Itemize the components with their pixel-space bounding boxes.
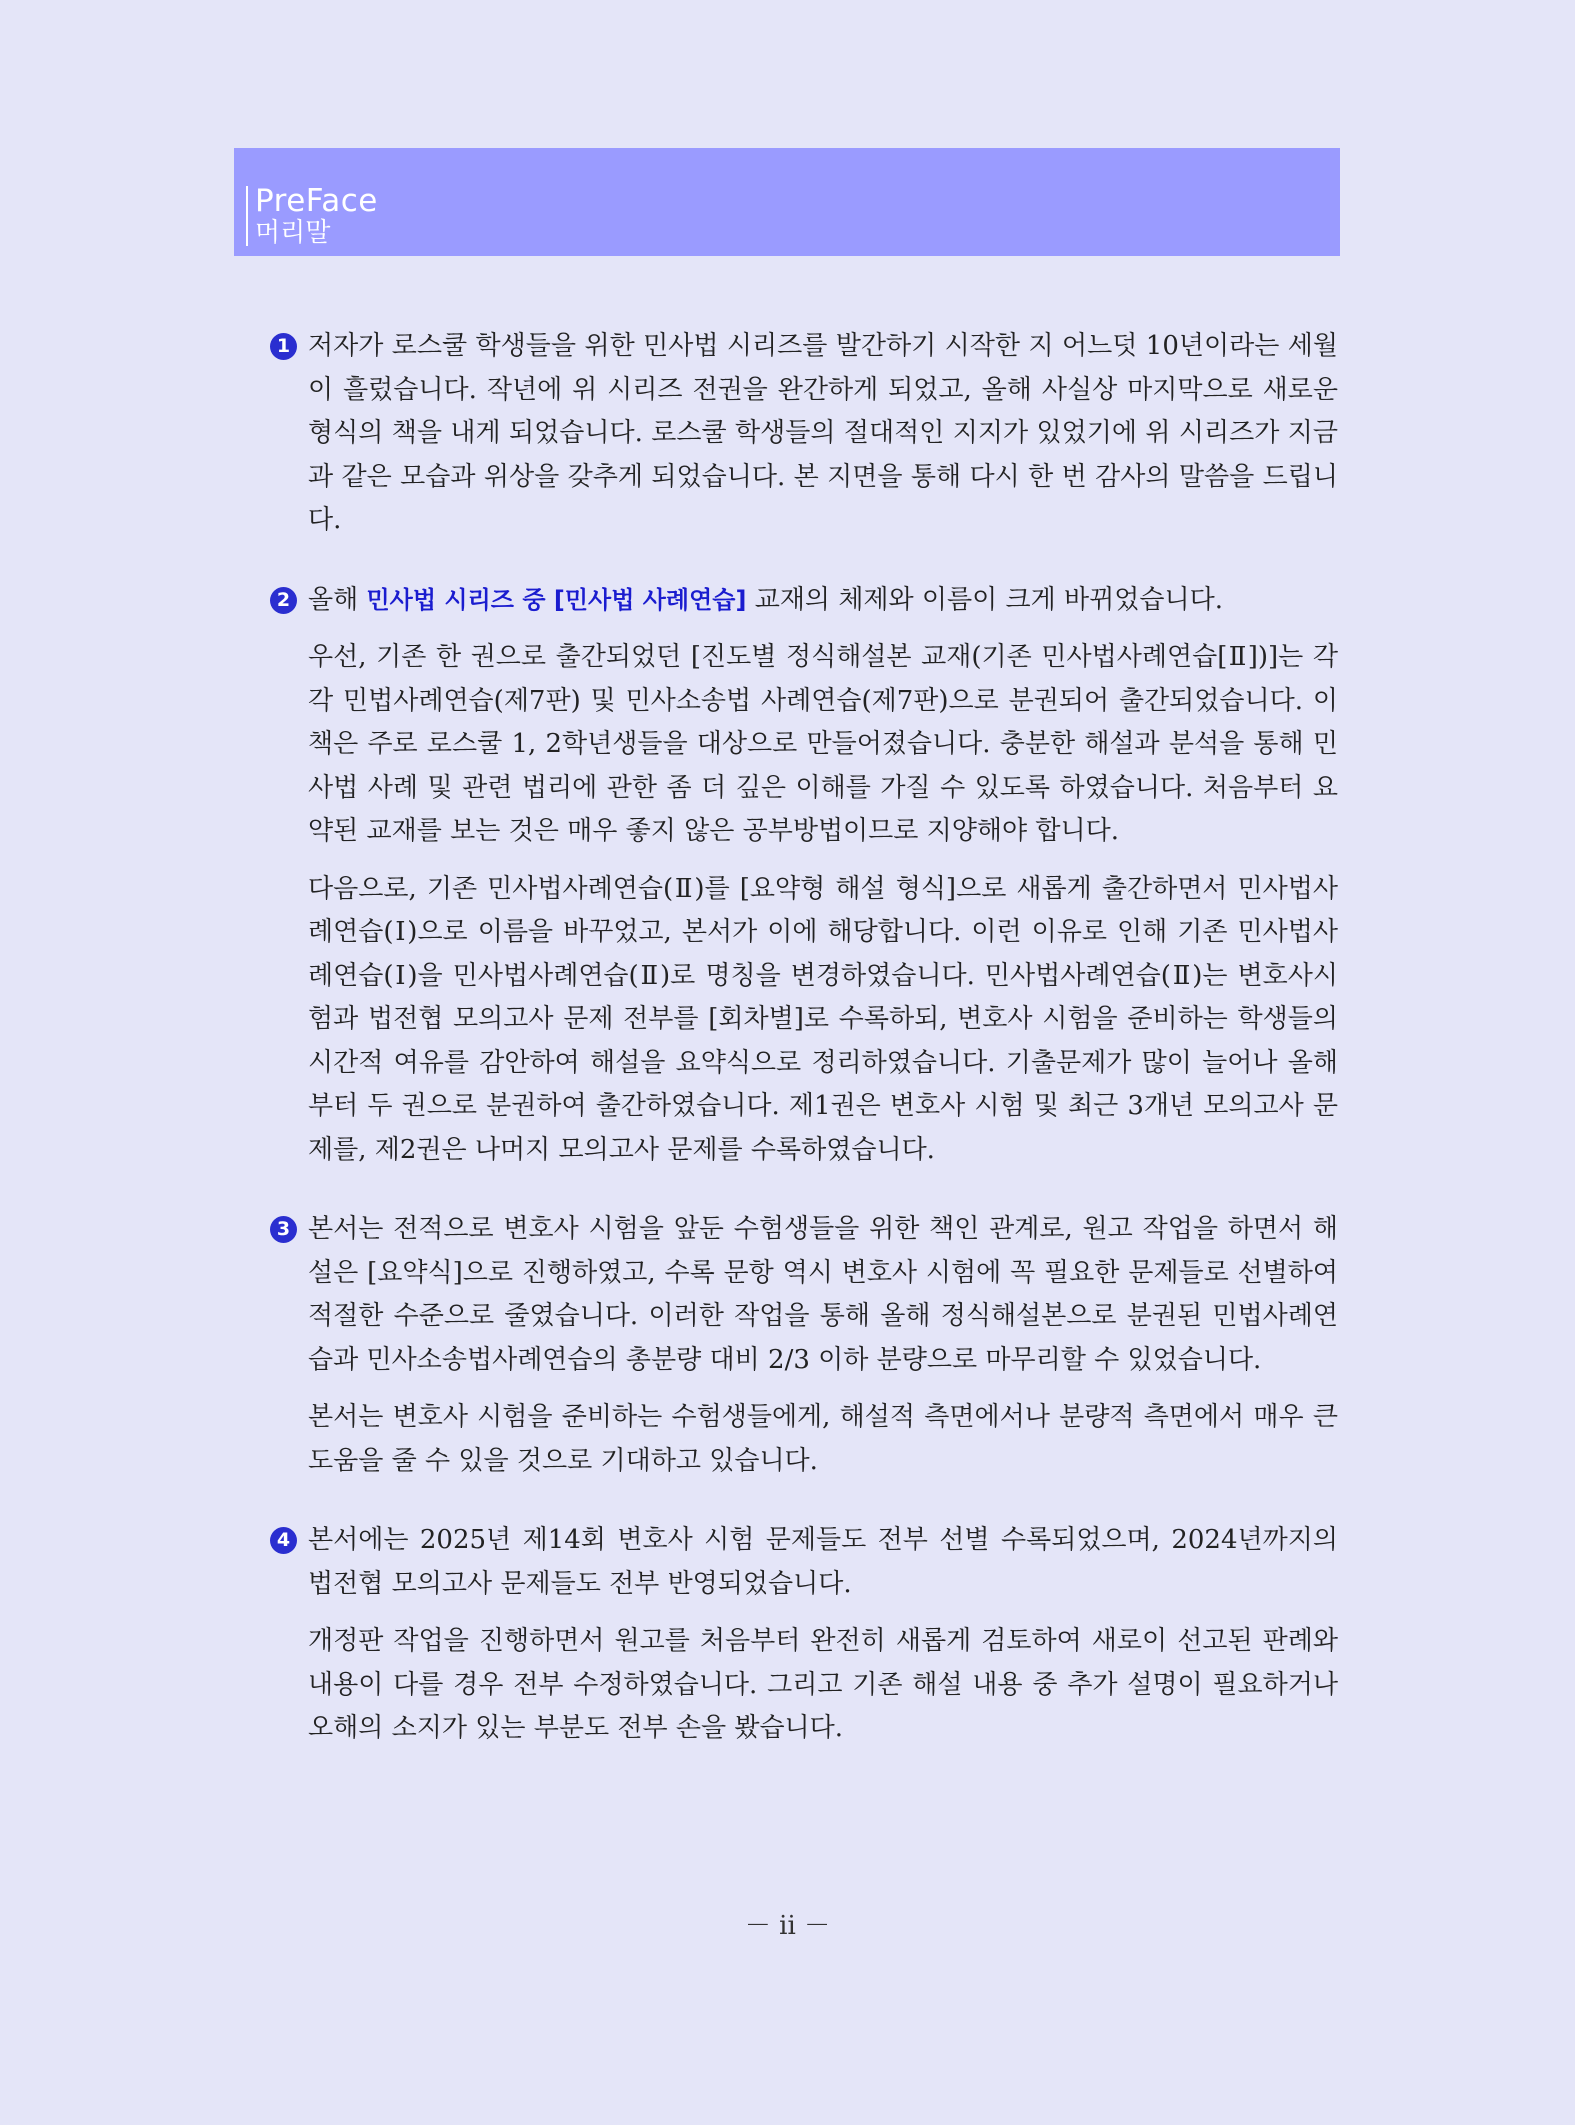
section-1 xyxy=(270,325,1338,543)
section-number-2: 2 xyxy=(270,587,297,614)
preface-body xyxy=(270,325,1338,1787)
section-4 xyxy=(270,1519,1338,1751)
section-4-paragraph-2: 개정판 작업을 진행하면서 원고를 처음부터 완전히 새롭게 검토하여 새로이 선고된 판례와 내용이 다를 경우 전부 수정하였습니다. 그리고 기존 해설 내용 중 추가 설명이 필요하거나 오해의 소지가 있는 부분도 전부 손을 봤습니다. xyxy=(308,1626,1338,1743)
section-2-intro-before: 올해 xyxy=(308,584,367,615)
section-4-paragraph-1: 본서에는 2025년 제14회 변호사 시험 문제들도 전부 선별 수록되었으며, 2024년까지의 법전협 모의고사 문제들도 전부 반영되었습니다. xyxy=(308,1525,1338,1599)
section-2-paragraph-1: 우선, 기존 한 권으로 출간되었던 [진도별 정식해설본 교재(기존 민사법사례연습[Ⅱ])]는 각각 민법사례연습(제7판) 및 민사소송법 사례연습(제7판)으로 분권되어 출간되었습니다. 이 책은 주로 로스쿨 1, 2학년생들을 대상으로 만들어졌습니다. 충분한 해설과 분석을 통해 민사법 사례 및 관련 법리에 관한 좀 더 깊은 이해를 가질 수 있도록 하였습니다. 처음부터 요약된 교재를 보는 것은 매우 좋지 않은 공부방법이므로 지양해야 합니다. xyxy=(308,642,1338,846)
title-korean: 머리말 xyxy=(255,218,331,248)
section-2-intro xyxy=(308,579,1338,623)
section-number-1: 1 xyxy=(270,333,297,360)
section-2 xyxy=(270,579,1338,1173)
title-english: PreFace xyxy=(255,183,378,219)
section-3-paragraph-2: 본서는 변호사 시험을 준비하는 수험생들에게, 해설적 측면에서나 분량적 측면에서 매우 큰 도움을 줄 수 있을 것으로 기대하고 있습니다. xyxy=(308,1402,1338,1476)
page-number: － ii － xyxy=(744,1911,831,1941)
section-3 xyxy=(270,1208,1338,1483)
section-number-3: 3 xyxy=(270,1216,297,1243)
page-title xyxy=(246,183,378,248)
section-2-highlight: 민사법 시리즈 중 [민사법 사례연습] xyxy=(366,585,747,614)
section-3-paragraph-1: 본서는 전적으로 변호사 시험을 앞둔 수험생들을 위한 책인 관계로, 원고 작업을 하면서 해설은 [요약식]으로 진행하였고, 수록 문항 역시 변호사 시험에 꼭 필요한 문제들로 선별하여 적절한 수준으로 줄였습니다. 이러한 작업을 통해 올해 정식해설본으로 분권된 민법사례연습과 민사소송법사례연습의 총분량 대비 2/3 이하 분량으로 마무리할 수 있었습니다. xyxy=(308,1214,1338,1375)
section-1-paragraph-1: 저자가 로스쿨 학생들을 위한 민사법 시리즈를 발간하기 시작한 지 어느덧 10년이라는 세월이 흘렀습니다. 작년에 위 시리즈 전권을 완간하게 되었고, 올해 사실상 마지막으로 새로운 형식의 책을 내게 되었습니다. 로스쿨 학생들의 절대적인 지지가 있었기에 위 시리즈가 지금과 같은 모습과 위상을 갖추게 되었습니다. 본 지면을 통해 다시 한 번 감사의 말씀을 드립니다. xyxy=(308,331,1338,535)
section-number-4: 4 xyxy=(270,1527,297,1554)
section-2-paragraph-2: 다음으로, 기존 민사법사례연습(Ⅱ)를 [요약형 해설 형식]으로 새롭게 출간하면서 민사법사례연습(Ⅰ)으로 이름을 바꾸었고, 본서가 이에 해당합니다. 이런 이유로 인해 기존 민사법사례연습(Ⅰ)을 민사법사례연습(Ⅱ)로 명칭을 변경하였습니다. 민사법사례연습(Ⅱ)는 변호사시험과 법전협 모의고사 문제 전부를 [회차별]로 수록하되, 변호사 시험을 준비하는 학생들의 시간적 여유를 감안하여 해설을 요약식으로 정리하였습니다. 기출문제가 많이 늘어나 올해부터 두 권으로 분권하여 출간하였습니다. 제1권은 변호사 시험 및 최근 3개년 모의고사 문제를, 제2권은 나머지 모의고사 문제를 수록하였습니다. xyxy=(308,873,1338,1165)
section-2-intro-after: 교재의 체제와 이름이 크게 바뀌었습니다. xyxy=(746,584,1223,615)
header-band xyxy=(234,148,1340,256)
